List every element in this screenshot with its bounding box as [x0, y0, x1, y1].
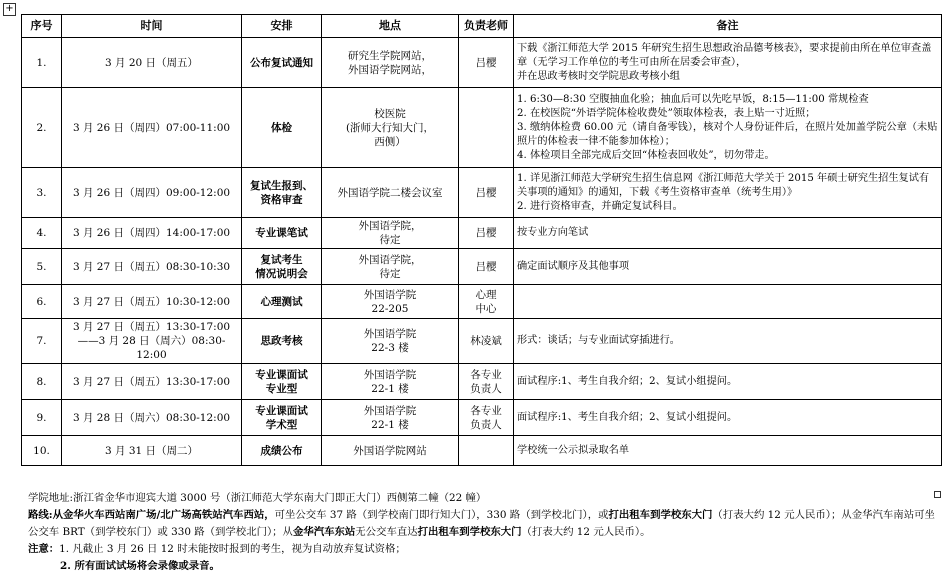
- row-task-line: 资格审查: [260, 193, 303, 206]
- row-place: [322, 218, 459, 249]
- route-1-end: （打表大约 12 元人民币）；从金华汽车南站可坐公交车 BRT（到学校东门）或 330 路（到学校北门）；从: [28, 509, 935, 538]
- row-place-line: 外国语学院: [363, 328, 417, 340]
- row-teacher: [459, 400, 514, 436]
- footer-route: [28, 507, 938, 541]
- route-2-end: （打表大约 12 元人民币）。: [521, 526, 651, 538]
- row-place: [322, 285, 459, 319]
- table-row: [22, 364, 942, 400]
- row-place: [322, 364, 459, 400]
- row-task: [242, 168, 322, 218]
- note-1: 1. 凡截止 3 月 26 日 12 时未能按时报到的考生，视为自动放弃复试资格；: [59, 543, 406, 555]
- row-notes: [514, 400, 942, 436]
- row-place-line: 外国语学院网站: [353, 444, 427, 457]
- row-place: [322, 319, 459, 364]
- row-time: [62, 319, 242, 364]
- row-teacher-line: 负责人: [470, 418, 502, 431]
- row-notes: [514, 249, 942, 285]
- row-notes-line: 学校统一公示拟录取名单: [517, 444, 630, 456]
- row-notes-line: 下载《浙江师范大学 2015 年研究生招生思想政治品德考核表》，要求提前由所在单位审查盖章（无学习工作单位的考生可由所在居委会审查），: [517, 42, 932, 68]
- row-place-line: 校医院: [374, 107, 406, 120]
- row-task-line: 复试生报到、: [250, 179, 313, 192]
- row-time: 3 月 27 日（周五）10:30-12:00: [62, 285, 242, 319]
- row-time: 3 月 27 日（周五）08:30-10:30: [62, 249, 242, 285]
- row-task-line: 情况说明会: [255, 267, 308, 280]
- row-notes-line: 形式：谈话；与专业面试穿插进行。: [517, 335, 680, 346]
- row-notes-line: 面试程序:1、考生自我介绍；2、复试小组提问。: [517, 375, 738, 387]
- row-teacher: [459, 436, 514, 466]
- row-notes: [514, 88, 942, 168]
- route-1-bold: 从金华火车西站南广场/北广场高铁站汽车西站，: [52, 509, 275, 521]
- footer-note-2: 2. 所有面试试场将会录像或录音。: [60, 560, 220, 572]
- route-1-bold2: 打出租车到学校东大门: [608, 509, 713, 521]
- row-number: 5.: [22, 249, 62, 285]
- row-notes: [514, 364, 942, 400]
- row-notes: [514, 168, 942, 218]
- header-task: 安排: [242, 15, 322, 38]
- row-number: 3.: [22, 168, 62, 218]
- table-row: [22, 168, 942, 218]
- row-teacher: 吕樱: [459, 218, 514, 249]
- row-time-line: 3 月 27 日（周五）13:30-17:00: [72, 321, 231, 333]
- footer-notes: [28, 490, 938, 575]
- row-task-line: 专业课面试: [255, 404, 308, 417]
- table-row: [22, 319, 942, 364]
- row-number: 2.: [22, 88, 62, 168]
- row-notes-line: 4. 体检项目全部完成后交回“体检表回收处”，切勿带走。: [517, 149, 775, 161]
- row-place: [322, 249, 459, 285]
- route-label: 路线:: [28, 509, 53, 521]
- row-time: 3 月 28 日（周六）08:30-12:00: [62, 400, 242, 436]
- row-place-line: (浙师大行知大门，: [345, 121, 435, 134]
- row-task: 心理测试: [242, 285, 322, 319]
- row-task: 专业课笔试: [242, 218, 322, 249]
- table-row: [22, 249, 942, 285]
- row-place: [322, 400, 459, 436]
- row-place-line: 研究生学院网站，: [348, 49, 432, 62]
- row-time: 3 月 26 日（周四）14:00-17:00: [62, 218, 242, 249]
- row-number: 8.: [22, 364, 62, 400]
- table-row: [22, 88, 942, 168]
- row-teacher: [459, 364, 514, 400]
- row-number: 1.: [22, 38, 62, 88]
- header-notes: 备注: [514, 15, 942, 38]
- row-time: 3 月 26 日（周四）09:00-12:00: [62, 168, 242, 218]
- row-notes: [514, 218, 942, 249]
- row-time: 3 月 31 日（周二）: [62, 436, 242, 466]
- row-number: 7.: [22, 319, 62, 364]
- table-row: [22, 218, 942, 249]
- row-place-line: 22-3 楼: [371, 342, 409, 354]
- note-label: 注意：: [28, 543, 60, 555]
- row-teacher: 林凌斌: [459, 319, 514, 364]
- row-task: [242, 364, 322, 400]
- route-2-bold: 金华汽车东站: [292, 526, 356, 538]
- row-teacher-line: 中心: [475, 302, 497, 315]
- row-task-line: 复试考生: [260, 253, 303, 266]
- row-teacher: [459, 285, 514, 319]
- row-place-line: 待定: [379, 267, 401, 280]
- header-teacher: 负责老师: [459, 15, 514, 38]
- row-notes: [514, 436, 942, 466]
- row-notes-line: 面试程序:1、考生自我介绍；2、复试小组提问。: [517, 411, 738, 423]
- row-place-line: 22-1 楼: [371, 418, 409, 431]
- row-teacher: 吕樱: [459, 168, 514, 218]
- row-time-line: ——3 月 28 日（周六）08:30-12:00: [77, 335, 226, 361]
- row-notes: [514, 285, 942, 319]
- row-task-line: 专业型: [265, 382, 298, 395]
- row-teacher-line: 各专业: [470, 368, 502, 381]
- row-place-line: 外国语学院网站，: [348, 63, 432, 76]
- row-notes-line: 1. 详见浙江师范大学研究生招生信息网《浙江师范大学关于 2015 年硕士研究生招生复试有关事项的通知》的通知，下载《考生资格审查单（统考生用）》: [517, 172, 930, 198]
- row-notes: [514, 38, 942, 88]
- footer-note-1: [28, 541, 938, 558]
- row-place-line: 西侧）: [374, 135, 406, 148]
- row-task: 公布复试通知: [242, 38, 322, 88]
- table-header-row: [22, 15, 942, 38]
- row-place-line: 外国语学院，: [358, 253, 422, 266]
- row-place-line: 外国语学院: [363, 368, 417, 381]
- row-place-line: 外国语学院，: [358, 220, 422, 232]
- row-notes-line: 2. 进行资格审查，并确定复试科目。: [517, 200, 683, 212]
- footer-address: 学院地址:浙江省金华市迎宾大道 3000 号（浙江师范大学东南大门即正大门）西侧第二幢（22 幢）: [28, 492, 487, 504]
- row-time: 3 月 26 日（周四）07:00-11:00: [62, 88, 242, 168]
- table-row: [22, 38, 942, 88]
- row-task: 思政考核: [242, 319, 322, 364]
- row-time: 3 月 27 日（周五）13:30-17:00: [62, 364, 242, 400]
- row-time: 3 月 20 日（周五）: [62, 38, 242, 88]
- row-number: 6.: [22, 285, 62, 319]
- route-2-bold2: 打出租车到学校东大门: [417, 526, 522, 538]
- row-notes-line: 3. 缴纳体检费 60.00 元（请自备零钱），核对个人身份证件后，在照片处加盖学院公章（未贴照片的体检表一律不能参加体检）；: [517, 121, 938, 147]
- row-notes-line: 按专业方向笔试: [517, 227, 589, 238]
- row-place-line: 外国语学院二楼会议室: [337, 186, 443, 199]
- table-move-handle-icon[interactable]: +: [3, 3, 16, 16]
- row-teacher: 吕樱: [459, 38, 514, 88]
- row-place: [322, 168, 459, 218]
- row-task: [242, 249, 322, 285]
- row-notes-line: 2. 在校医院“外语学院体检收费处”领取体检表，表上贴一寸近照；: [517, 107, 816, 119]
- row-number: 4.: [22, 218, 62, 249]
- row-task: 体检: [242, 88, 322, 168]
- row-notes-line: 1. 6:30—8:30 空腹抽血化验；抽血后可以先吃早饭，8:15—11:00 常规检查: [517, 93, 869, 105]
- row-task-line: 专业课面试: [255, 368, 308, 381]
- row-notes-line: 确定面试顺序及其他事项: [517, 260, 630, 272]
- row-teacher-line: 各专业: [470, 404, 502, 417]
- table-row: [22, 400, 942, 436]
- row-place-line: 外国语学院: [363, 288, 417, 301]
- route-1: 可坐公交车 37 路（到学校南门即行知大门），330 路（到学校北门），或: [274, 509, 609, 521]
- row-place: [322, 38, 459, 88]
- row-teacher-line: 负责人: [470, 382, 502, 395]
- row-place: [322, 436, 459, 466]
- row-task: 成绩公布: [242, 436, 322, 466]
- row-number: 10.: [22, 436, 62, 466]
- schedule-table: [21, 14, 942, 466]
- row-teacher: 吕樱: [459, 249, 514, 285]
- row-place: [322, 88, 459, 168]
- row-notes: [514, 319, 942, 364]
- header-time: 时间: [62, 15, 242, 38]
- row-teacher: [459, 88, 514, 168]
- row-number: 9.: [22, 400, 62, 436]
- row-notes-line: 并在思政考核时交学院思政考核小组: [517, 70, 680, 82]
- row-teacher-line: 心理: [475, 288, 497, 301]
- row-place-line: 22-205: [371, 302, 409, 315]
- row-place-line: 外国语学院: [363, 404, 417, 417]
- row-task-line: 学术型: [265, 418, 298, 431]
- header-no: 序号: [22, 15, 62, 38]
- row-task: [242, 400, 322, 436]
- row-place-line: 待定: [379, 234, 401, 246]
- table-row: [22, 436, 942, 466]
- header-place: 地点: [322, 15, 459, 38]
- route-2: 无公交车直达: [355, 526, 418, 538]
- row-place-line: 22-1 楼: [371, 382, 409, 395]
- table-row: [22, 285, 942, 319]
